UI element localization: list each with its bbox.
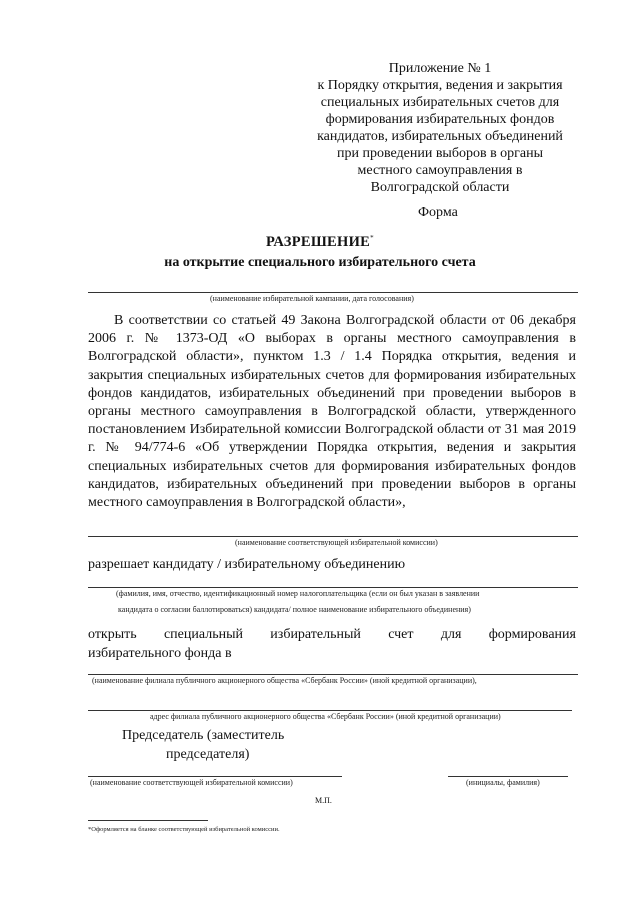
appendix-header (300, 60, 580, 196)
appendix-text-line: местного самоуправления в (357, 163, 523, 178)
form-label: Форма (418, 205, 458, 220)
sign-commission-caption: (наименование соответствующей избирательной комиссии) (90, 778, 293, 787)
appendix-text-line: при проведении выборов в органы (336, 146, 544, 161)
appendix-text-line: кандидатов, избирательных объединений (317, 129, 563, 144)
initials-fill-line[interactable] (448, 776, 568, 777)
appendix-text-line: к Порядку открытия, ведения и закрытия (317, 78, 563, 93)
open-word: открыть (88, 627, 137, 642)
chairman-line2: председателя) (166, 747, 250, 762)
footnote: *Оформляется на бланке соответствующей избирательной комиссии. (88, 826, 280, 833)
initials-caption: (инициалы, фамилия) (466, 778, 540, 787)
commission-caption: (наименование соответствующей избирательной комиссии) (235, 538, 438, 547)
permits-text: разрешает кандидату / избирательному объединению (88, 557, 406, 572)
campaign-caption: (наименование избирательной кампании, дата голосования) (210, 294, 414, 303)
open-word: счет (388, 627, 414, 642)
open-word: специальный (163, 627, 243, 642)
chairman-title (122, 726, 322, 764)
open-account-line2: избирательного фонда в (88, 646, 232, 661)
open-word: для (440, 627, 462, 642)
title-footnote-mark: * (370, 234, 374, 243)
document-subtitle: на открытие специального избирательного счета (164, 255, 476, 270)
branch-address-caption: адрес филиала публичного акционерного общества «Сбербанк России» (иной кредитной организации) (150, 712, 501, 721)
branch-address-fill-line[interactable] (88, 710, 572, 711)
candidate-caption-line2: кандидата о согласии баллотироваться) кандидата/ полное наименование избирательного объединения) (118, 605, 471, 614)
commission-fill-line[interactable] (88, 536, 578, 537)
appendix-number: Приложение № 1 (388, 61, 492, 76)
candidate-caption-line1: (фамилия, имя, отчество, идентификационный номер налогоплательщика (если он был указан в заявлении (116, 589, 480, 598)
appendix-text-line: специальных избирательных счетов для (320, 95, 560, 110)
chairman-line1: Председатель (заместитель (122, 728, 285, 743)
appendix-text-line: Волгоградской области (370, 180, 510, 195)
candidate-fill-line[interactable] (88, 587, 578, 588)
stamp-label: М.П. (315, 796, 332, 805)
main-paragraph: В соответствии со статьей 49 Закона Волгоградской области от 06 декабря 2006 г. № 1373-ОД «О выборах в органы местного самоуправления в Волгоградской области», пунктом 1.3 / 1.4 Порядка открытия, ведения и закрытия специальных избирательных счетов для формирования избирательных фондов кандидатов, избирательных объединений при проведении выборов в органы местного самоуправления в Волгоградской области, утвержденного постановлением Избирательной комиссии Волгоградской области от 31 мая 2019 г. № 94/774-6 «Об утверждении Порядка открытия, ведения и закрытия специальных избирательных счетов для формирования избирательных фондов кандидатов, избирательных объединений при проведении выборов в органы местного самоуправления в Волгоградской области», (88, 313, 576, 511)
open-word: формирования (488, 627, 576, 642)
document-title (0, 234, 640, 251)
open-account-line (88, 627, 576, 643)
appendix-text-line: формирования избирательных фондов (325, 112, 555, 127)
campaign-fill-line[interactable] (88, 292, 578, 293)
title-text: РАЗРЕШЕНИЕ (266, 234, 371, 250)
sign-commission-fill-line[interactable] (88, 776, 342, 777)
branch-name-fill-line[interactable] (88, 674, 578, 675)
footnote-separator (88, 820, 208, 821)
open-word: избирательный (270, 627, 361, 642)
branch-name-caption: (наименование филиала публичного акционерного общества «Сбербанк России» (иной кредитной организации), (92, 676, 477, 685)
